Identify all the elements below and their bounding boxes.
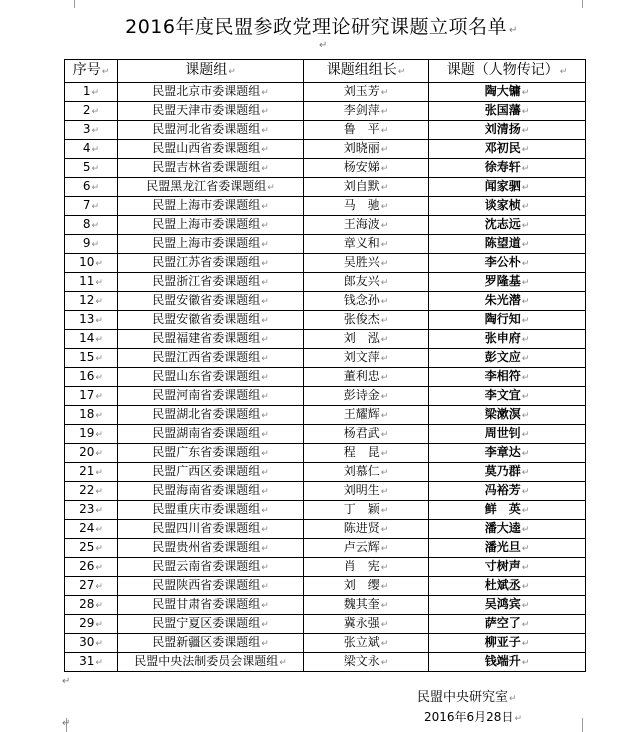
cell-leader: 章义和↵ <box>304 235 429 254</box>
cell-leader: 杨君武↵ <box>304 425 429 444</box>
cell-leader: 张俊杰↵ <box>304 311 429 330</box>
cell-leader: 刘明生↵ <box>304 482 429 501</box>
cell-person: 潘大逵↵ <box>429 520 586 539</box>
cell-group: 民盟安徽省委课题组↵ <box>118 292 304 311</box>
paragraph-mark: ↵ <box>319 40 328 51</box>
cell-no: 30↵ <box>65 634 118 653</box>
footer-org: 民盟中央研究室↵ <box>417 690 517 705</box>
cell-no: 12↵ <box>65 292 118 311</box>
cell-group: 民盟黑龙江省委课题组↵ <box>118 178 304 197</box>
table-row <box>65 368 586 387</box>
table-row <box>65 653 586 672</box>
cell-person: 萨空了↵ <box>429 615 586 634</box>
table-row <box>65 330 586 349</box>
cell-group: 民盟天津市委课题组↵ <box>118 102 304 121</box>
table-row <box>65 349 586 368</box>
table-row <box>65 577 586 596</box>
cell-person: 李相符↵ <box>429 368 586 387</box>
cell-person: 张申府↵ <box>429 330 586 349</box>
table-header-row <box>65 60 586 83</box>
cell-group: 民盟甘肃省委课题组↵ <box>118 596 304 615</box>
cell-group: 民盟上海市委课题组↵ <box>118 235 304 254</box>
table-row <box>65 444 586 463</box>
cell-group: 民盟海南省委课题组↵ <box>118 482 304 501</box>
table-row <box>65 634 586 653</box>
cell-person: 陈望道↵ <box>429 235 586 254</box>
cell-person: 周世钊↵ <box>429 425 586 444</box>
cell-person: 刘清扬↵ <box>429 121 586 140</box>
cell-no: 31↵ <box>65 653 118 672</box>
document-title <box>0 12 643 39</box>
table-row <box>65 558 586 577</box>
cell-no: 13↵ <box>65 311 118 330</box>
cell-leader: 刘自默↵ <box>304 178 429 197</box>
cell-leader: 刘慕仁↵ <box>304 463 429 482</box>
cell-no: 26↵ <box>65 558 118 577</box>
cell-person: 莫乃群↵ <box>429 463 586 482</box>
cell-person: 李文宜↵ <box>429 387 586 406</box>
cell-group: 民盟湖南省委课题组↵ <box>118 425 304 444</box>
crop-mark-top-right <box>582 0 595 8</box>
cell-no: 4↵ <box>65 140 118 159</box>
cell-leader: 李剑萍↵ <box>304 102 429 121</box>
table-row <box>65 425 586 444</box>
cell-leader: 刘文萍↵ <box>304 349 429 368</box>
table-row <box>65 102 586 121</box>
header-cell-topic: 课题（人物传记）↵ <box>429 60 586 83</box>
cell-group: 民盟湖北省委课题组↵ <box>118 406 304 425</box>
cell-group: 民盟吉林省委课题组↵ <box>118 159 304 178</box>
cell-no: 25↵ <box>65 539 118 558</box>
table-row <box>65 482 586 501</box>
cell-person: 李公朴↵ <box>429 254 586 273</box>
cell-person: 李章达↵ <box>429 444 586 463</box>
table-row <box>65 121 586 140</box>
cell-person: 沈志远↵ <box>429 216 586 235</box>
cell-group: 民盟新疆区委课题组↵ <box>118 634 304 653</box>
cell-person: 张国藩↵ <box>429 102 586 121</box>
cell-no: 3↵ <box>65 121 118 140</box>
cell-no: 2↵ <box>65 102 118 121</box>
cell-group: 民盟江苏省委课题组↵ <box>118 254 304 273</box>
cell-leader: 肖 宪↵ <box>304 558 429 577</box>
cell-group: 民盟宁夏区委课题组↵ <box>118 615 304 634</box>
cell-group: 民盟河北省委课题组↵ <box>118 121 304 140</box>
cell-group: 民盟四川省委课题组↵ <box>118 520 304 539</box>
cell-group: 民盟浙江省委课题组↵ <box>118 273 304 292</box>
cell-person: 陶行知↵ <box>429 311 586 330</box>
cell-leader: 王海波↵ <box>304 216 429 235</box>
cell-group: 民盟江西省委课题组↵ <box>118 349 304 368</box>
cell-leader: 董利忠↵ <box>304 368 429 387</box>
cell-no: 5↵ <box>65 159 118 178</box>
cell-leader: 刘 泓↵ <box>304 330 429 349</box>
table-row <box>65 387 586 406</box>
table-row <box>65 501 586 520</box>
cell-no: 21↵ <box>65 463 118 482</box>
cell-leader: 刘 缨↵ <box>304 577 429 596</box>
cell-leader: 王耀辉↵ <box>304 406 429 425</box>
cell-no: 24↵ <box>65 520 118 539</box>
cell-leader: 卢云辉↵ <box>304 539 429 558</box>
cell-no: 7↵ <box>65 197 118 216</box>
cell-no: 10↵ <box>65 254 118 273</box>
table-row <box>65 463 586 482</box>
table-row <box>65 159 586 178</box>
cell-leader: 刘晓丽↵ <box>304 140 429 159</box>
cell-no: 8↵ <box>65 216 118 235</box>
cell-no: 22↵ <box>65 482 118 501</box>
cell-group: 民盟上海市委课题组↵ <box>118 197 304 216</box>
cell-leader: 魏其奎↵ <box>304 596 429 615</box>
header-cell-leader: 课题组组长↵ <box>304 60 429 83</box>
cell-leader: 杨安娣↵ <box>304 159 429 178</box>
cell-person: 杜斌丞↵ <box>429 577 586 596</box>
table-row <box>65 539 586 558</box>
table-row <box>65 197 586 216</box>
table-row <box>65 596 586 615</box>
cell-group: 民盟陕西省委课题组↵ <box>118 577 304 596</box>
cell-group: 民盟广西区委课题组↵ <box>118 463 304 482</box>
table-row <box>65 292 586 311</box>
cell-no: 14↵ <box>65 330 118 349</box>
cell-person: 潘光旦↵ <box>429 539 586 558</box>
paragraph-mark: ↵ <box>508 25 518 36</box>
cell-leader: 丁 颖↵ <box>304 501 429 520</box>
cell-no: 20↵ <box>65 444 118 463</box>
cell-group: 民盟云南省委课题组↵ <box>118 558 304 577</box>
cell-leader: 马 驰↵ <box>304 197 429 216</box>
cell-no: 11↵ <box>65 273 118 292</box>
cell-person: 吴鸿宾↵ <box>429 596 586 615</box>
table-row <box>65 615 586 634</box>
cell-no: 9↵ <box>65 235 118 254</box>
cell-leader: 刘玉芳↵ <box>304 83 429 102</box>
document-title-text: 2016年度民盟参政党理论研究课题立项名单 <box>125 16 507 38</box>
table-row <box>65 178 586 197</box>
cell-leader: 程 昆↵ <box>304 444 429 463</box>
table-row <box>65 216 586 235</box>
table-row <box>65 406 586 425</box>
table-row <box>65 83 586 102</box>
cell-group: 民盟贵州省委课题组↵ <box>118 539 304 558</box>
cell-no: 19↵ <box>65 425 118 444</box>
table-row <box>65 140 586 159</box>
paragraph-mark: ↵ <box>62 718 71 729</box>
cell-leader: 彭诗金↵ <box>304 387 429 406</box>
cell-group: 民盟山西省委课题组↵ <box>118 140 304 159</box>
cell-group: 民盟上海市委课题组↵ <box>118 216 304 235</box>
cell-group: 民盟山东省委课题组↵ <box>118 368 304 387</box>
cell-no: 27↵ <box>65 577 118 596</box>
cell-no: 28↵ <box>65 596 118 615</box>
footer-date: 2016年6月28日↵ <box>424 710 522 724</box>
cell-person: 闻家驷↵ <box>429 178 586 197</box>
cell-person: 罗隆基↵ <box>429 273 586 292</box>
cell-group: 民盟广东省委课题组↵ <box>118 444 304 463</box>
cell-person: 谈家桢↵ <box>429 197 586 216</box>
table-row <box>65 273 586 292</box>
header-cell-group: 课题组↵ <box>118 60 304 83</box>
cell-no: 29↵ <box>65 615 118 634</box>
cell-leader: 吴胜兴↵ <box>304 254 429 273</box>
paragraph-mark: ↵ <box>62 676 71 687</box>
table-row <box>65 254 586 273</box>
table-body <box>65 83 586 672</box>
cell-no: 1↵ <box>65 83 118 102</box>
cell-person: 彭文应↵ <box>429 349 586 368</box>
cell-group: 民盟安徽省委课题组↵ <box>118 311 304 330</box>
header-cell-no: 序号↵ <box>65 60 118 83</box>
cell-no: 16↵ <box>65 368 118 387</box>
cell-person: 徐寿轩↵ <box>429 159 586 178</box>
cell-leader: 郎友兴↵ <box>304 273 429 292</box>
cell-group: 民盟福建省委课题组↵ <box>118 330 304 349</box>
cell-no: 17↵ <box>65 387 118 406</box>
cell-person: 鲜 英↵ <box>429 501 586 520</box>
cell-group: 民盟河南省委课题组↵ <box>118 387 304 406</box>
cell-person: 寸树声↵ <box>429 558 586 577</box>
cell-person: 朱光潜↵ <box>429 292 586 311</box>
cell-no: 6↵ <box>65 178 118 197</box>
cell-group: 民盟中央法制委员会课题组↵ <box>118 653 304 672</box>
cell-leader: 鲁 平↵ <box>304 121 429 140</box>
cell-group: 民盟北京市委课题组↵ <box>118 83 304 102</box>
crop-mark-top-left <box>62 0 75 8</box>
cell-person: 陶大镛↵ <box>429 83 586 102</box>
table-row <box>65 520 586 539</box>
cell-no: 23↵ <box>65 501 118 520</box>
cell-group: 民盟重庆市委课题组↵ <box>118 501 304 520</box>
cell-leader: 冀永强↵ <box>304 615 429 634</box>
cell-no: 15↵ <box>65 349 118 368</box>
cell-no: 18↵ <box>65 406 118 425</box>
cell-leader: 张立斌↵ <box>304 634 429 653</box>
crop-mark-bottom-right <box>582 718 595 732</box>
cell-leader: 梁文永↵ <box>304 653 429 672</box>
cell-person: 邓初民↵ <box>429 140 586 159</box>
table-row <box>65 235 586 254</box>
cell-person: 冯裕芳↵ <box>429 482 586 501</box>
cell-leader: 陈进贤↵ <box>304 520 429 539</box>
cell-person: 钱端升↵ <box>429 653 586 672</box>
table-row <box>65 311 586 330</box>
cell-person: 柳亚子↵ <box>429 634 586 653</box>
project-table <box>64 59 586 672</box>
cell-person: 梁漱溟↵ <box>429 406 586 425</box>
cell-leader: 钱念孙↵ <box>304 292 429 311</box>
